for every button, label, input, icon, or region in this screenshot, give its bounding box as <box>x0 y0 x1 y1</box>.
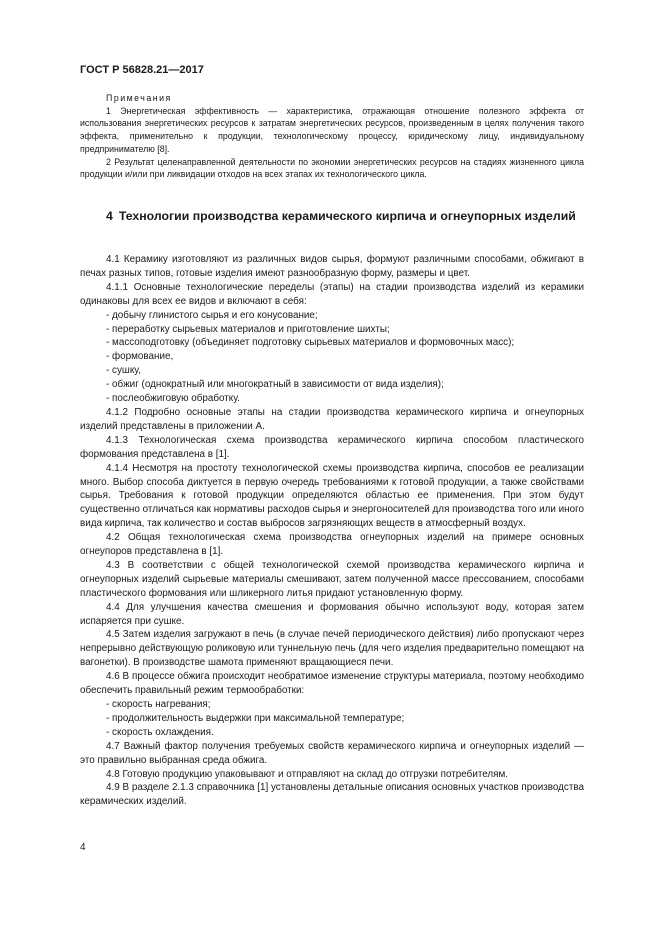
list-item: - переработку сырьевых материалов и приготовление шихты; <box>106 323 390 335</box>
list-item: - послеобжиговую обработку. <box>106 393 240 405</box>
section-title: Технологии производства керамического кирпича и огнеупорных изделий <box>118 209 576 223</box>
paragraph: 4.1.3 Технологическая схема производства керамического кирпича способом пластического формования представлена в [1]. <box>80 434 584 460</box>
paragraph: 4.7 Важный фактор получения требуемых свойств керамического кирпича и огнеупорных изделий — это правильно выбранная среда обжига. <box>80 740 584 766</box>
section-heading <box>106 208 576 224</box>
notes-title: Примечания <box>106 93 172 103</box>
paragraph: 4.1.2 Подробно основные этапы на стадии производства керамического кирпича и огнеупорных изделий представлены в приложении А. <box>80 406 584 432</box>
paragraph: 4.8 Готовую продукцию упаковывают и отправляют на склад до отгрузки потребителям. <box>106 768 509 780</box>
list-item: - формование, <box>106 351 174 363</box>
note-item: 1 Энергетическая эффективность — характеристика, отражающая отношение полезного эффекта от использования энергетических ресурсов к затратам энергетических ресурсов, произведенным в целях получения такого эффекта, применительно к продукции, технологическому процессу, юридическому лицу, индивидуальному предпринимателю [8]. <box>80 105 584 154</box>
paragraph: 4.6 В процессе обжига происходит необратимое изменение структуры материала, поэтому необходимо обеспечить правильный режим термообработки: <box>80 671 584 697</box>
list-item: - массоподготовку (объединяет подготовку сырьевых материалов и формовочных масс); <box>106 337 515 349</box>
list-item: - продолжительность выдержки при максимальной температуре; <box>106 712 405 724</box>
paragraph: 4.3 В соответствии с общей технологической схемой производства керамического кирпича и огнеупорных изделий сырьевые материалы смешивают, затем полученной массе прессованием, способами пластического формования или шликерного литья придают установленную форму. <box>80 559 584 599</box>
list-item: - добычу глинистого сырья и его конусование; <box>106 309 318 321</box>
notes-block <box>80 92 584 181</box>
paragraph: 4.2 Общая технологическая схема производства огнеупорных изделий на примере основных огнеупоров представлена в [1]. <box>80 532 584 558</box>
list-item: - обжиг (однократный или многократный в зависимости от вида изделия); <box>106 379 444 391</box>
body-text <box>80 253 584 809</box>
note-item: 2 Результат целенаправленной деятельности по экономии энергетических ресурсов на стадиях жизненного цикла продукции и/или при ликвидации отходов на всех этапах их технологического цикла. <box>80 156 584 180</box>
paragraph: 4.4 Для улучшения качества смешения и формования обычно используют воду, которая затем испаряется при сушке. <box>80 601 584 627</box>
standard-number: ГОСТ Р 56828.21—2017 <box>80 64 204 76</box>
list-item: - сушку, <box>106 365 141 377</box>
list-item: - скорость охлаждения. <box>106 726 214 738</box>
stage-list <box>80 309 584 406</box>
paragraph: 4.1.1 Основные технологические переделы (этапы) на стадии производства изделий из керамики одинаковы для всех ее видов и включают в себя: <box>80 281 584 307</box>
list-item: - скорость нагревания; <box>106 699 211 710</box>
page-number: 4 <box>80 842 86 853</box>
paragraph: 4.1.4 Несмотря на простоту технологической схемы производства кирпича, способов ее реализации много. Выбор способа диктуется в первую очередь требованиями к готовой продукции, а также свойствами сырья. Требования к готовой продукции определяются областью ее применения. При этом будут существенно отличаться как нормативы расходов сырья и энергоносителей для производства того или иного вида кирпича, так количество и состав выбросов загрязняющих веществ в атмосферный воздух. <box>80 462 584 530</box>
regime-list <box>80 698 584 740</box>
section-number: 4 <box>106 209 113 223</box>
paragraph: 4.9 В разделе 2.1.3 справочника [1] установлены детальные описания основных участков производства керамических изделий. <box>80 782 584 808</box>
paragraph: 4.5 Затем изделия загружают в печь (в случае печей периодического действия) либо пропускают через непрерывно действующую роликовую или туннельную печь (для чего изделия предварительно помещают на вагонетки). В производстве шамота применяют вращающиеся печи. <box>80 629 584 669</box>
paragraph: 4.1 Керамику изготовляют из различных видов сырья, формуют различными способами, обжигают в печах разных типов, готовые изделия имеют разнообразную форму, размеры и цвет. <box>80 254 584 279</box>
